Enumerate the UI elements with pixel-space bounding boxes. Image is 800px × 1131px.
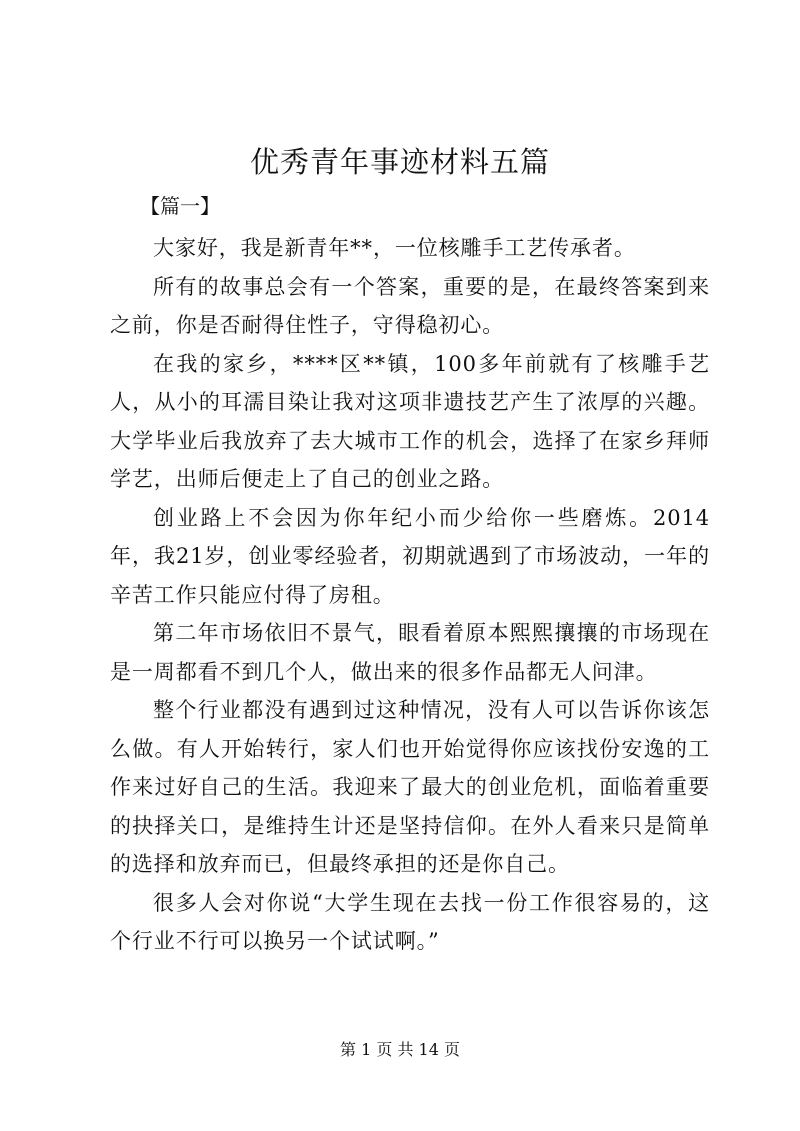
paragraph: 大家好，我是新青年**，一位核雕手工艺传承者。 xyxy=(153,236,636,260)
paragraph: 所有的故事总会有一个答案，重要的是，在最终答案到来之前，你是否耐得住性子，守得稳初心。 xyxy=(110,274,710,337)
paragraph: 第二年市场依旧不景气，眼看着原本熙熙攘攘的市场现在是一周都看不到几个人，做出来的很多作品都无人问津。 xyxy=(110,621,710,684)
paragraph: 整个行业都没有遇到过这种情况，没有人可以告诉你该怎么做。有人开始转行，家人们也开始觉得你应该找份安逸的工作来过好自己的生活。我迎来了最大的创业危机，面临着重要的抉择关口，是维持生计还是坚持信仰。在外人看来只是简单的选择和放弃而已，但最终承担的还是你自己。 xyxy=(110,698,710,876)
paragraph: 在我的家乡，****区**镇，100多年前就有了核雕手艺人，从小的耳濡目染让我对这项非遗技艺产生了浓厚的兴趣。大学毕业后我放弃了去大城市工作的机会，选择了在家乡拜师学艺，出师后便走上了自己的创业之路。 xyxy=(110,351,710,491)
document-body xyxy=(110,229,710,961)
page-footer: 第 1 页 共 14 页 xyxy=(340,1040,460,1059)
paragraph: 很多人会对你说“大学生现在去找一份工作很容易的，这个行业不行可以换另一个试试啊。” xyxy=(110,890,710,953)
section-label: 【篇一】 xyxy=(140,194,220,218)
paragraph: 创业路上不会因为你年纪小而少给你一些磨炼。2014年，我21岁，创业零经验者，初期就遇到了市场波动，一年的辛苦工作只能应付得了房租。 xyxy=(110,505,710,607)
document-title: 优秀青年事迹材料五篇 xyxy=(249,145,550,179)
